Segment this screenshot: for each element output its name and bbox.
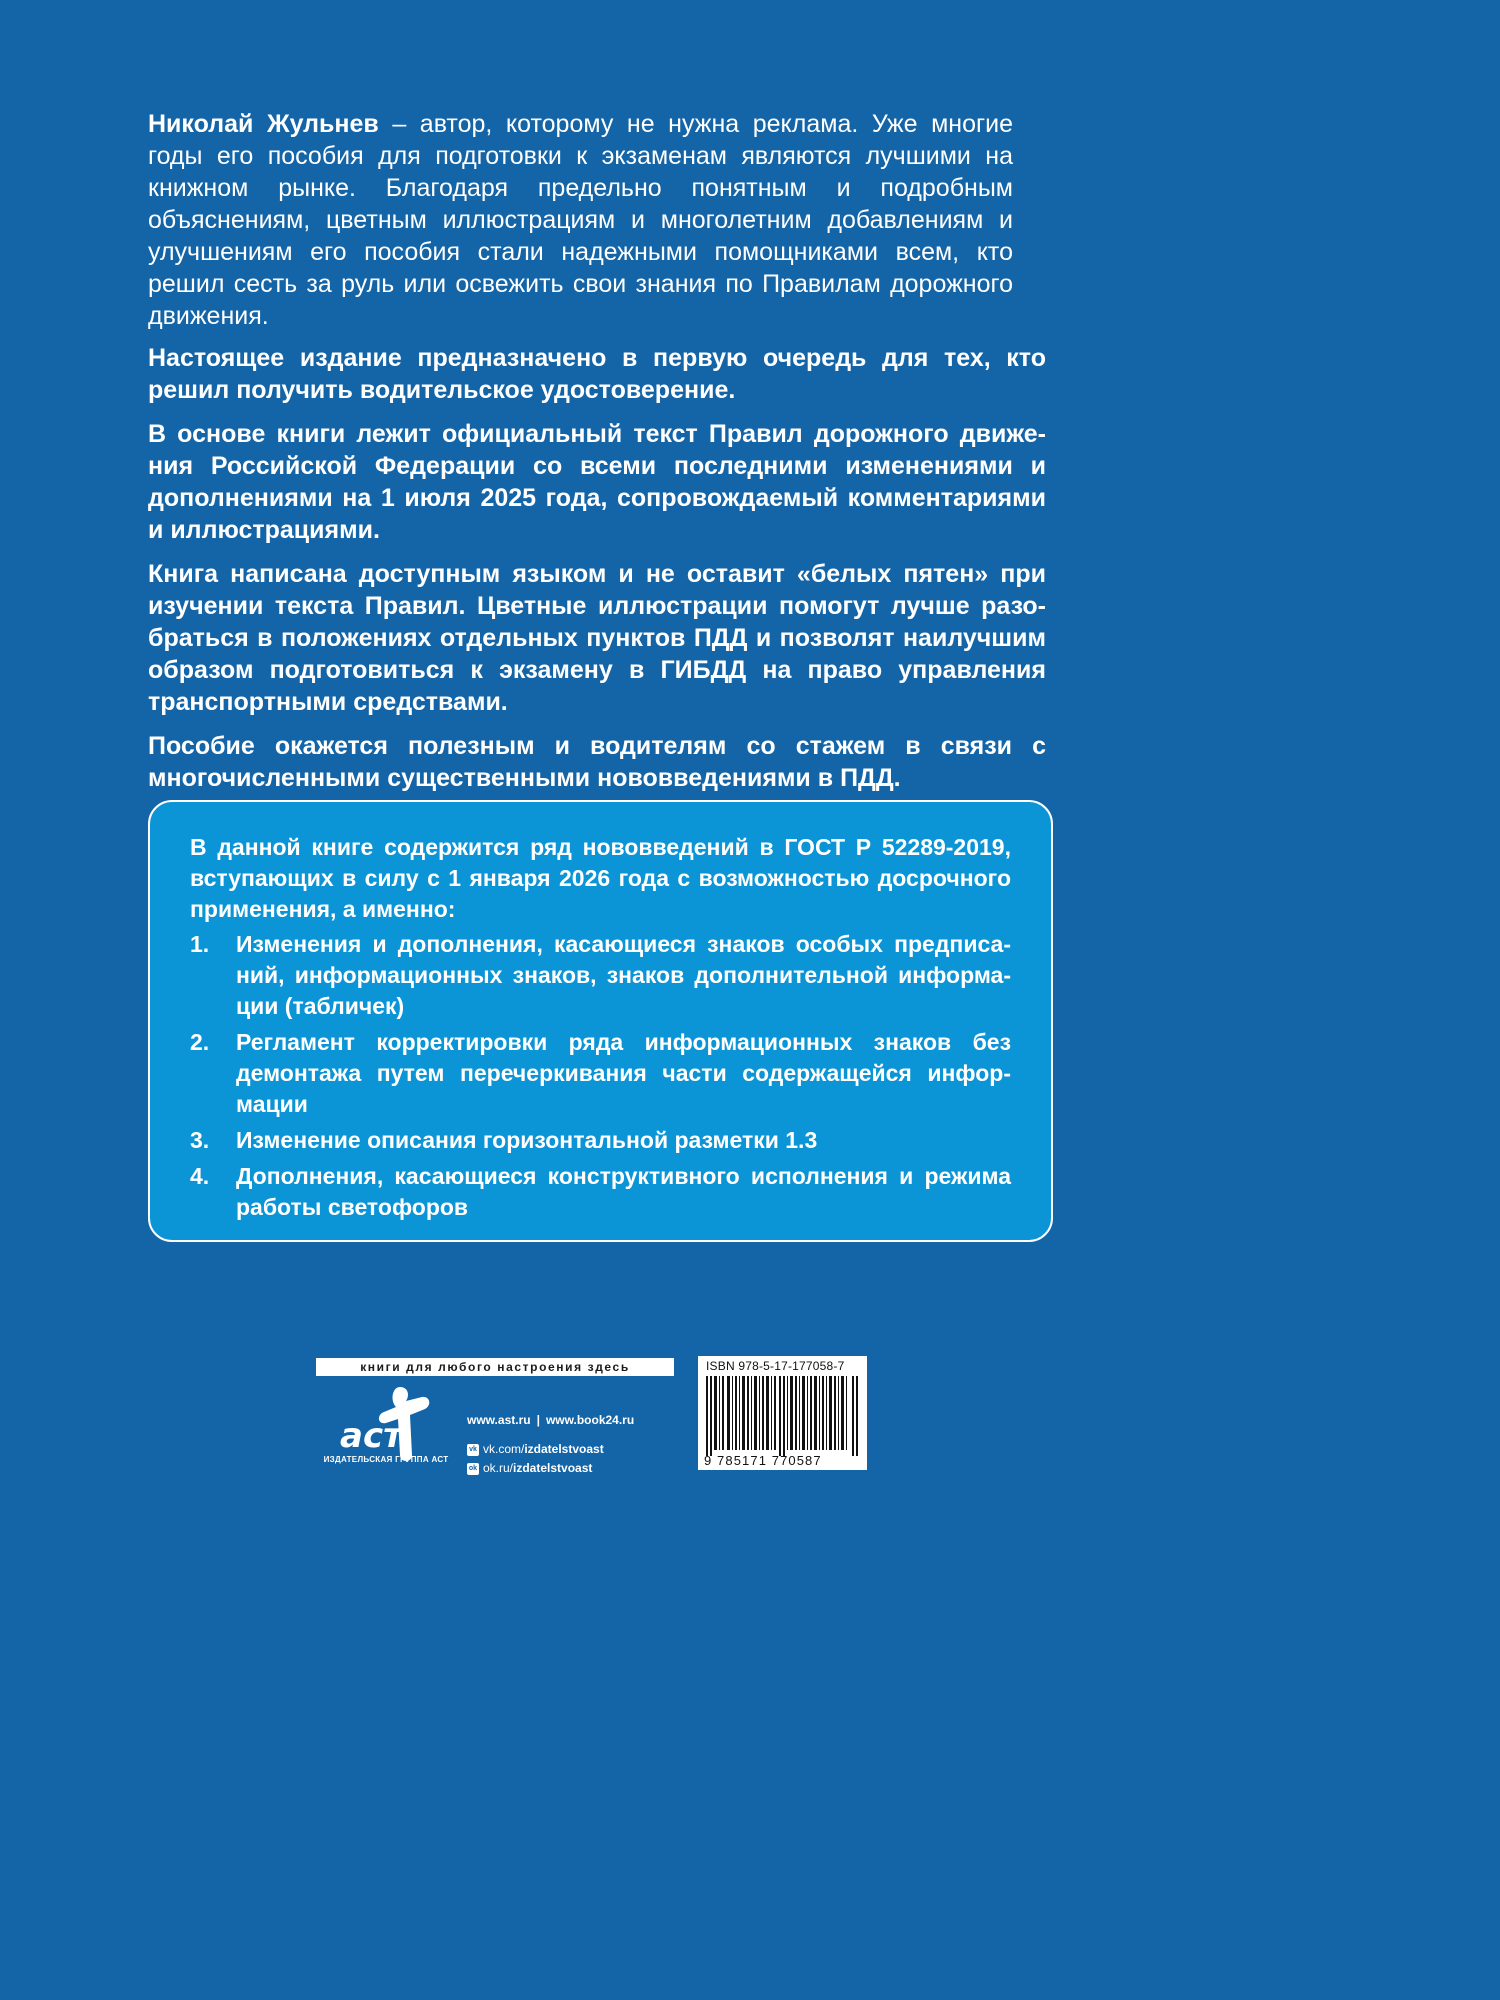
- gost-changes-list: [190, 929, 1011, 1223]
- list-item-text: Регламент корректировки ряда информационных знаков без демонтажа путем перечеркивания части содержащейся информации: [236, 1029, 1011, 1117]
- isbn-barcode: [698, 1356, 867, 1470]
- gost-intro: В данной книге содержится ряд нововведений в ГОСТ Р 52289-2019, вступающих в силу с 1 января 2026 года с возможностью досрочного применения, а именно:: [190, 834, 1011, 922]
- gost-changes-box: [148, 800, 1053, 1242]
- vk-link-prefix: vk.com/: [483, 1442, 525, 1456]
- author-intro-text: – автор, которому не нужна реклама. Уже многие годы его пособия для подготовки к экзаменам являются лучшими на книжном рынке. Благодаря предельно понятным и подробным объяснениям, цветным иллюстрациям и многолетним добавлениям и улучшениям его пособия стали надежными помощниками всем, кто решил сесть за руль или освежить свои знания по Правилам дорожного движения.: [148, 110, 1013, 330]
- ok-link-handle: izdatelstvoast: [513, 1461, 593, 1475]
- list-item-number: 1.: [190, 931, 210, 957]
- list-item: [190, 929, 1011, 1022]
- author-intro: [148, 108, 1013, 332]
- vk-link[interactable]: [483, 1442, 604, 1457]
- description-paragraph: Пособие окажется полезным и водителям со стажем в связи с многочисленными существенными нововведениями в ПДД.: [148, 732, 1046, 792]
- vk-link-handle: izdatelstvoast: [524, 1442, 604, 1456]
- publisher-slogan: книги для любого настроения здесь: [316, 1358, 674, 1376]
- publisher-caption: ИЗДАТЕЛЬСКАЯ ГРУППА АСТ: [323, 1455, 449, 1464]
- list-item-text: Дополнения, касающиеся конструктивного исполнения и режима работы светофоров: [236, 1163, 1011, 1220]
- ok-link-prefix: ok.ru/: [483, 1461, 514, 1475]
- list-item: [190, 1027, 1011, 1120]
- ok-link[interactable]: [483, 1461, 592, 1476]
- ast-site-link[interactable]: www.ast.ru: [467, 1413, 531, 1427]
- barcode-digits: 9 785171 770587: [704, 1453, 822, 1468]
- list-item-number: 2.: [190, 1029, 210, 1055]
- list-item-text: Изменение описания горизонтальной разметки 1.3: [236, 1127, 818, 1153]
- publisher-links: [467, 1413, 634, 1480]
- list-item-text: Изменения и дополнения, касающиеся знаков особых предписаний, информационных знаков, знаков дополнительной информации (табличек): [236, 931, 1011, 1019]
- book24-site-link[interactable]: www.book24.ru: [545, 1413, 635, 1427]
- list-item-number: 4.: [190, 1163, 210, 1189]
- link-separator: |: [536, 1413, 540, 1427]
- description-paragraph: Настоящее издание предназначено в первую очередь для тех, кто решил получить водительское удостоверение.: [148, 344, 1046, 404]
- book-description: [148, 342, 1046, 806]
- list-item: [190, 1161, 1011, 1223]
- description-paragraph: В основе книги лежит официальный текст Правил дорожного движения Российской Федерации со всеми последними изменениями и дополнениями на 1 июля 2025 года, сопровождаемый комментариями и иллюстрациями.: [148, 420, 1046, 544]
- description-paragraph: Книга написана доступным языком и не оставит «белых пятен» при изучении текста Правил. Цветные иллюстрации помогут лучше разобраться в положениях отдельных пунктов ПДД и позволят наилучшим образом подготовиться к экзамену в ГИБДД на право управления транспортными средствами.: [148, 560, 1046, 716]
- author-name: Николай Жульнев: [148, 110, 379, 138]
- ast-logo-text: аст: [340, 1416, 403, 1456]
- isbn-number: ISBN 978-5-17-177058-7: [706, 1359, 845, 1373]
- list-item-number: 3.: [190, 1127, 210, 1153]
- vk-icon: vk: [467, 1444, 479, 1456]
- barcode-icon: [706, 1376, 858, 1456]
- odnoklassniki-icon: ok: [467, 1463, 479, 1475]
- list-item: [190, 1125, 1011, 1156]
